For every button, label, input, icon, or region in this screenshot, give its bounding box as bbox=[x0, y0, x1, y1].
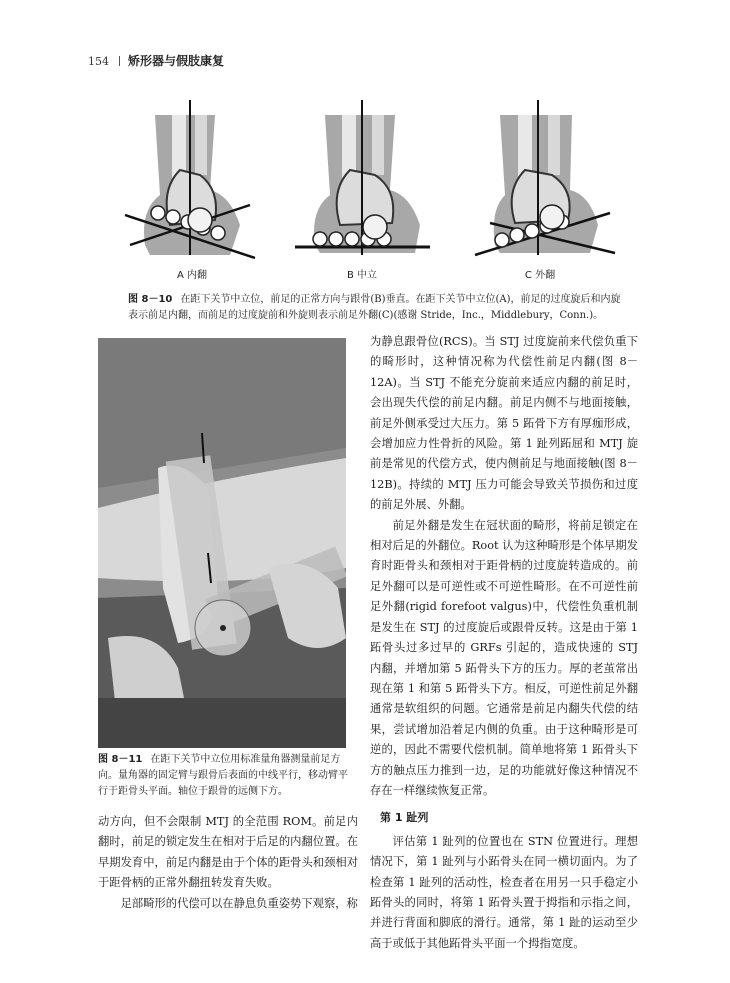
figure-8-10-caption bbox=[128, 292, 628, 324]
figure-8-10-caption-label: 图 8－10 bbox=[128, 294, 173, 305]
left-paragraph-2: 足部畸形的代偿可以在静息负重姿势下观察，称 bbox=[120, 896, 358, 910]
header-divider bbox=[119, 56, 120, 66]
left-column bbox=[98, 812, 358, 914]
page-number: 154 bbox=[88, 55, 109, 68]
panel-a-varus bbox=[125, 100, 255, 281]
panel-c-valgus bbox=[475, 100, 615, 281]
book-title: 矫形器与假肢康复 bbox=[128, 54, 225, 68]
left-paragraph-1: 动方向，但不会限制 MTJ 的全范围 ROM。前足内翻时，前足的锁定发生在相对于后足的内翻位置。在早期发育中，前足内翻是由于个体的距骨头和颈相对于距骨柄的正常外翻扭转发育失败。 bbox=[98, 815, 358, 890]
figure-8-11-caption-label: 图 8－11 bbox=[98, 754, 143, 765]
panel-c-label: C 外翻 bbox=[524, 270, 556, 281]
running-header bbox=[88, 52, 224, 69]
right-paragraph-3: 评估第 1 趾列的位置也在 STN 位置进行。理想情况下，第 1 趾列与小跖骨头在同一横切面内。为了检查第 1 趾列的活动性，检查者在用另一只手稳定小跖骨头的同时，将第 1 跖骨头置于拇指和示指之间，并进行背面和脚底的滑行。通常，第 1 趾的运动至少高于或低于其他跖骨头平面一个拇指宽度。 bbox=[370, 834, 638, 950]
right-paragraph-1: 为静息跟骨位(RCS)。当 STJ 过度旋前来代偿负重下的畸形时，这种情况称为代偿性前足内翻(图 8－12A)。当 STJ 不能充分旋前来适应内翻的前足时，会出现失代偿的前足内翻。前足内侧不与地面接触，前足外侧承受过大压力。第 5 跖骨下方有厚痂形成，会增加应力性骨折的风险。第 1 趾列跖屈和 MTJ 旋前是常见的代偿方式，使内侧前足与地面接触(图 8－12B)。持续的 MTJ 压力可能会导致关节损伤和过度的前足外展、外翻。 bbox=[370, 335, 638, 512]
panel-b-label: B 中立 bbox=[346, 270, 378, 281]
figure-8-11-caption bbox=[98, 752, 348, 800]
figure-8-11-photo bbox=[98, 338, 346, 748]
panel-a-label: A 内翻 bbox=[176, 270, 208, 281]
panel-b-neutral bbox=[295, 100, 430, 281]
figure-8-10 bbox=[100, 95, 640, 290]
section-heading-first-ray: 第 1 趾列 bbox=[380, 811, 429, 825]
right-column bbox=[370, 332, 638, 954]
figure-8-11-caption-text: 在距下关节中立位用标准量角器测量前足方向。量角器的固定臂与跟骨后表面的中线平行，移动臂平行于距骨头平面。轴位于跟骨的远侧下方。 bbox=[98, 754, 348, 797]
figure-8-10-caption-text: 在距下关节中立位，前足的正常方向与跟骨(B)垂直。在距下关节中立位(A)，前足的过度旋后和内旋表示前足内翻，而前足的过度旋前和外旋则表示前足外翻(C)(感谢 Stride，Inc.，Middlebury，Conn.)。 bbox=[128, 294, 621, 321]
right-paragraph-2: 前足外翻是发生在冠状面的畸形，将前足锁定在相对后足的外翻位。Root 认为这种畸形是个体早期发育时距骨头和颈相对于距骨柄的过度旋转造成的。前足外翻可以是可逆性或不可逆性畸形。在不可逆性前足外翻(rigid forefoot valgus)中，代偿性负重机制是发生在 STJ 的过度旋后或跟骨反转。这是由于第 1 跖骨头过多过早的 GRFs 引起的，造成快速的 STJ 内翻，并增加第 5 跖骨头下方的压力。厚的老茧常出现在第 1 和第 5 跖骨头下方。相反，可逆性前足外翻通常是软组织的问题。它通常是前足内翻失代偿的结果，尝试增加沿着足内侧的负重。由于这种畸形是可逆的，因此不需要代偿机制。简单地将第 1 跖骨头下方的触点压力推到一边，足的功能就好像这种情况不存在一样继续恢复正常。 bbox=[370, 518, 638, 797]
